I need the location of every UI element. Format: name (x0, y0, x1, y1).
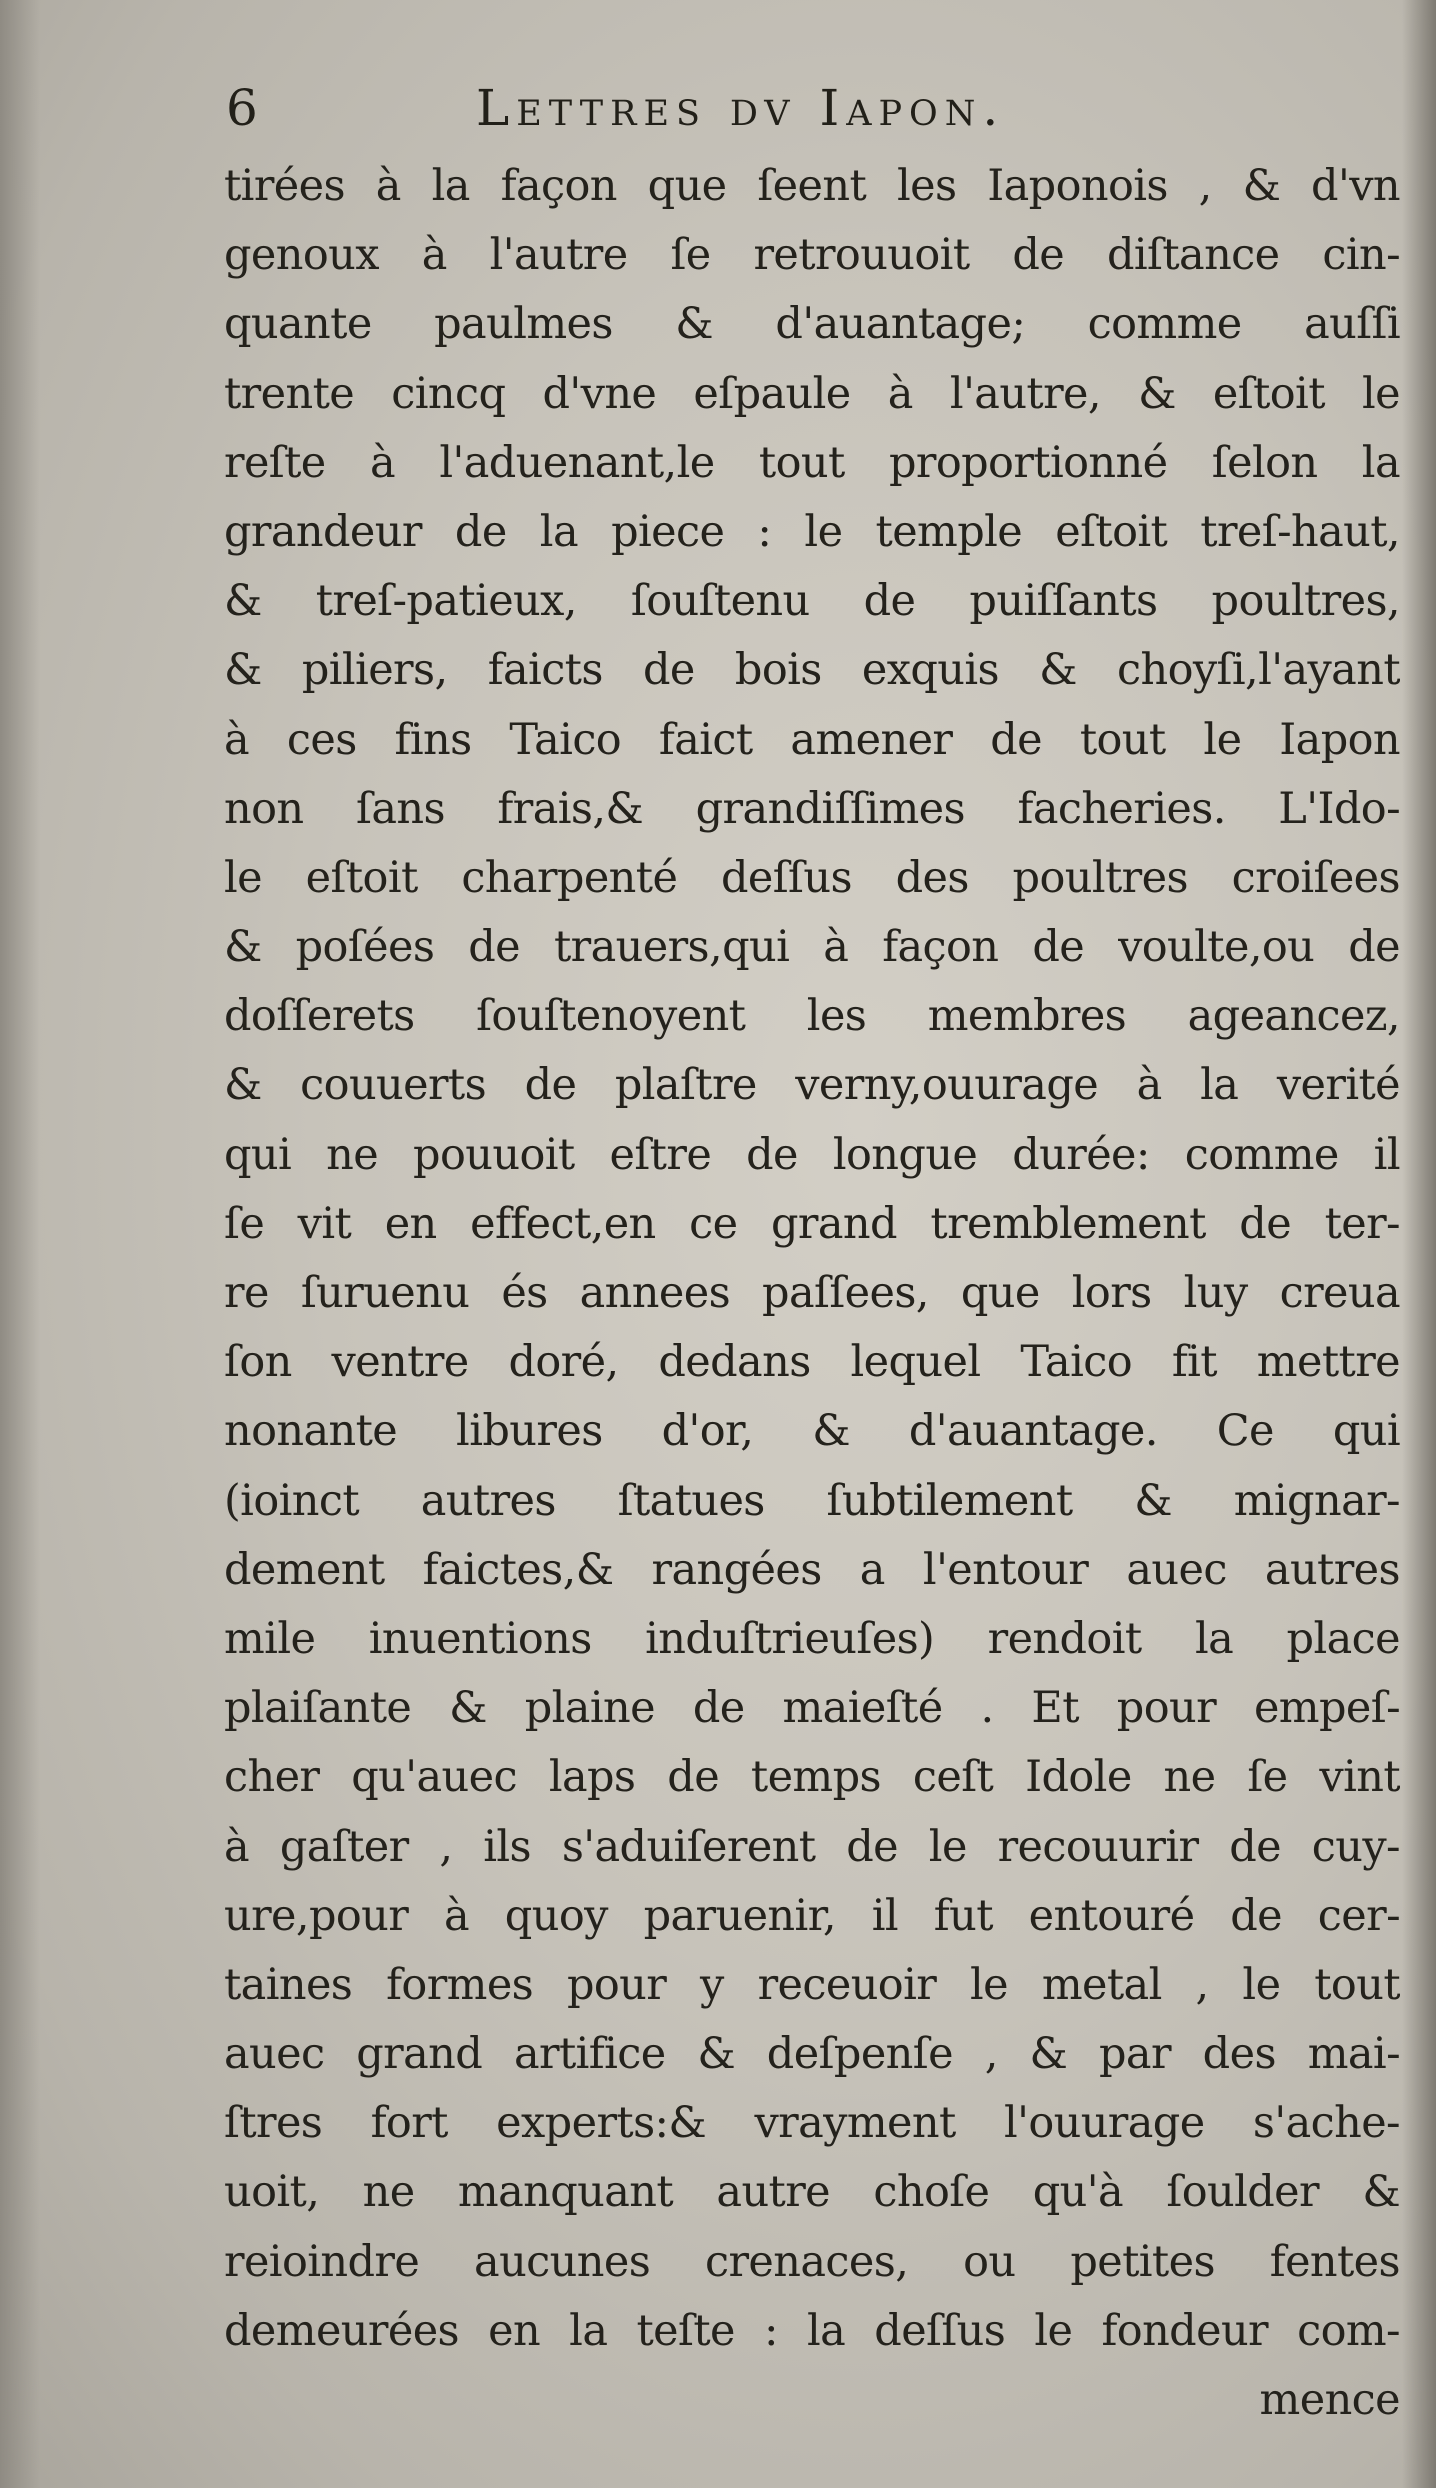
text-line: mile inuentions induſtrieuſes) rendoit la place (224, 1613, 1400, 1664)
text-line: tirées à la façon que ſeent les Iaponois , & d'vn (224, 161, 1400, 211)
text-line: à ces fins Taico faict amener de tout le Iapon (224, 714, 1400, 765)
text-line: & couuerts de plaſtre verny,ouurage à la verité (224, 1060, 1400, 1111)
text-line: ure,pour à quoy paruenir, il fut entouré de cer- (224, 1890, 1400, 1941)
page-header (226, 72, 1226, 152)
text-line: grandeur de la piece : le temple eſtoit treſ-haut, (224, 506, 1400, 557)
text-line: genoux à l'autre ſe retrouuoit de diſtance cin- (224, 230, 1400, 281)
text-line: uoit, ne manquant autre choſe qu'à ſoulder & (224, 2167, 1400, 2218)
page-edge-shadow-left (0, 0, 40, 2488)
body-text (224, 152, 1400, 2435)
text-line: reioindre aucunes crenaces, ou petites fentes (224, 2236, 1400, 2287)
page-number: 6 (226, 79, 258, 137)
text-line: qui ne pouuoit eſtre de longue durée: comme il (224, 1129, 1400, 1180)
text-line: & piliers, faicts de bois exquis & choyſi,l'ayant (224, 645, 1400, 696)
text-line: re ſuruenu és annees paſſees, que lors luy creua (224, 1268, 1400, 1318)
text-line: quante paulmes & d'auantage; comme auſſi (224, 299, 1400, 350)
text-line: demeurées en la teſte : la deſſus le fondeur com- (224, 2305, 1400, 2356)
text-line: nonante libures d'or, & d'auantage. Ce qui (224, 1406, 1400, 1457)
text-line: ſtres fort experts:& vrayment l'ouurage s'ache- (224, 2098, 1400, 2149)
text-line: auec grand artifice & deſpenſe , & par des mai- (224, 2029, 1400, 2080)
text-line: non ſans frais,& grandiſſimes facheries. L'Ido- (224, 783, 1400, 834)
catchword: mence (1259, 2375, 1400, 2425)
page-edge-shadow-right (1402, 0, 1436, 2488)
text-line: reſte à l'aduenant,le tout proportionné ſelon la (224, 437, 1400, 488)
text-line: ſon ventre doré, dedans lequel Taico fit mettre (224, 1337, 1400, 1388)
text-line: plaiſante & plaine de maieſté . Et pour empeſ- (224, 1683, 1400, 1734)
text-line: à gaſter , ils s'aduiſerent de le recouurir de cuy- (224, 1821, 1400, 1872)
text-line: taines formes pour y receuoir le metal , le tout (224, 1959, 1400, 2010)
text-line: cher qu'auec laps de temps ceſt Idole ne ſe vint (224, 1752, 1400, 1803)
text-line: (ioinct autres ſtatues ſubtilement & mignar- (224, 1475, 1400, 1526)
text-line: ſe vit en effect,en ce grand tremblement de ter- (224, 1198, 1400, 1249)
running-title: Lettres dv Iapon. (476, 79, 1006, 137)
text-line: dement faictes,& rangées a l'entour auec autres (224, 1544, 1400, 1595)
text-line: le eſtoit charpenté deſſus des poultres croiſees (224, 852, 1400, 903)
text-line: & poſées de trauers,qui à façon de voulte,ou de (224, 922, 1400, 973)
text-line: trente cincq d'vne eſpaule à l'autre, & eſtoit le (224, 368, 1400, 419)
text-line: doſſerets ſouſtenoyent les membres ageancez, (224, 991, 1400, 1042)
text-line: & treſ-patieux, ſouſtenu de puiſſants poultres, (224, 576, 1400, 627)
